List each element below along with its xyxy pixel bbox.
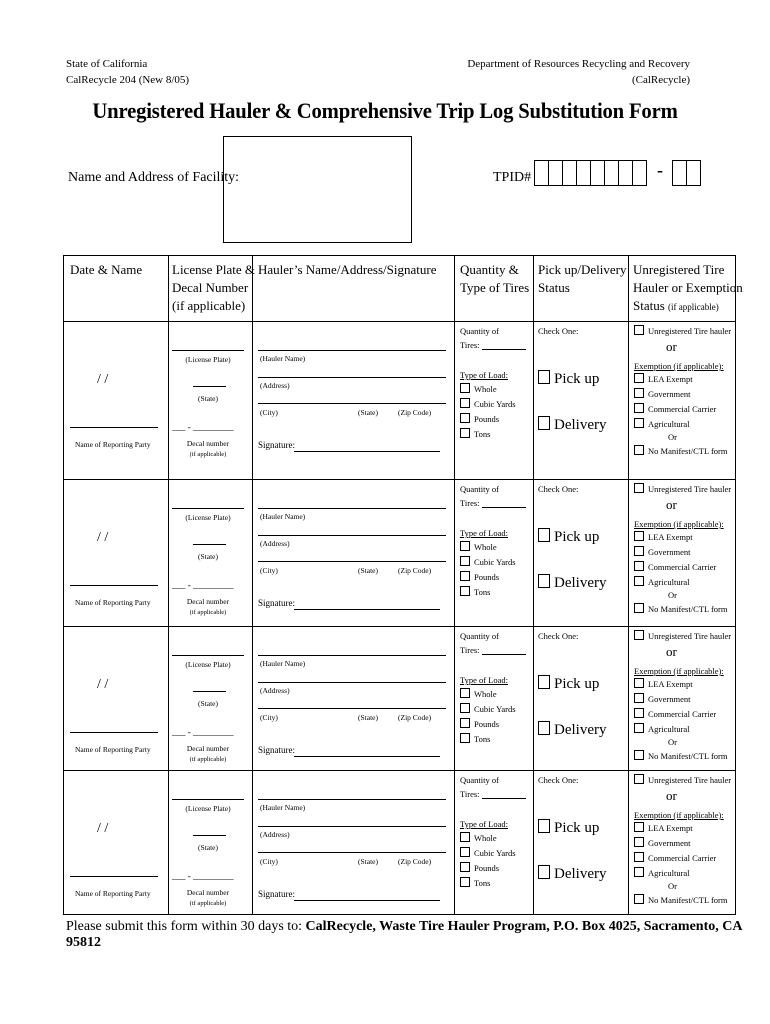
- hauler-name-input[interactable]: [258, 789, 446, 801]
- pounds-checkbox[interactable]: [460, 862, 470, 872]
- reporting-party-input[interactable]: [70, 577, 158, 589]
- delivery-checkbox[interactable]: [538, 574, 550, 588]
- pounds-option[interactable]: [460, 571, 499, 582]
- check-one-label: Check One:: [538, 484, 579, 494]
- pickup-label: Pick up: [554, 676, 600, 692]
- signature-label: Signature:: [258, 889, 295, 899]
- tons-checkbox[interactable]: [460, 428, 470, 438]
- state-label: (State): [198, 843, 218, 852]
- commercial-label: Commercial Carrier: [648, 853, 717, 863]
- address-label: (Address): [260, 539, 290, 548]
- unregistered-option[interactable]: [634, 325, 731, 336]
- pickup-option[interactable]: [538, 675, 599, 693]
- agricultural-option[interactable]: [634, 723, 690, 734]
- footer-prefix: Please submit this form within 30 days to:: [66, 919, 303, 934]
- lea-label: LEA Exempt: [648, 374, 693, 384]
- submission-instructions: [66, 919, 770, 951]
- decal-if-applicable: (if applicable): [189, 756, 227, 763]
- hauler-name-label: (Hauler Name): [260, 659, 306, 668]
- pounds-option[interactable]: [460, 413, 499, 424]
- delivery-label: Delivery: [554, 417, 607, 433]
- footer-address: CalRecycle, Waste Tire Hauler Program, P.O. Box 4025, Sacramento, CA 95812: [66, 919, 742, 950]
- license-plate-label: (License Plate): [185, 513, 231, 522]
- whole-option[interactable]: [460, 383, 497, 394]
- commercial-checkbox[interactable]: [634, 708, 644, 718]
- lea-checkbox[interactable]: [634, 822, 644, 832]
- reporting-party-label: Name of Reporting Party: [75, 598, 151, 607]
- tons-label: Tons: [474, 734, 491, 744]
- date-field[interactable]: / /: [97, 677, 109, 692]
- license-plate-label: (License Plate): [185, 660, 231, 669]
- address-input[interactable]: [258, 390, 446, 402]
- government-option[interactable]: [634, 693, 691, 704]
- decal-number-label: Decal number: [186, 744, 230, 753]
- col-pickup-line2: Status: [538, 280, 570, 295]
- delivery-label: Delivery: [554, 866, 607, 882]
- tire-quantity-input[interactable]: [482, 787, 526, 799]
- government-checkbox[interactable]: [634, 388, 644, 398]
- whole-option[interactable]: [460, 832, 497, 843]
- commercial-label: Commercial Carrier: [648, 709, 717, 719]
- quantity-of-label: Quantity of: [460, 631, 499, 641]
- agricultural-option[interactable]: [634, 418, 690, 429]
- cubic-yards-option[interactable]: [460, 398, 516, 409]
- state-small-label: (State): [358, 713, 378, 722]
- agricultural-option[interactable]: [634, 867, 690, 878]
- or2-label: Or: [668, 590, 677, 600]
- agricultural-label: Agricultural: [648, 419, 690, 429]
- government-label: Government: [648, 389, 691, 399]
- signature-label: Signature:: [258, 745, 295, 755]
- cubic-yards-checkbox[interactable]: [460, 398, 470, 408]
- lea-label: LEA Exempt: [648, 532, 693, 542]
- tpid-input[interactable]: [534, 160, 647, 186]
- page-title: Unregistered Hauler & Comprehensive Trip Log Substitution Form: [92, 98, 678, 123]
- whole-label: Whole: [474, 542, 497, 552]
- signature-input[interactable]: [294, 438, 440, 451]
- hauler-name-label: (Hauler Name): [260, 512, 306, 521]
- or2-label: Or: [668, 737, 677, 747]
- exemption-label: Exemption (if applicable):: [634, 666, 724, 676]
- pickup-checkbox[interactable]: [538, 370, 550, 384]
- state-label: (State): [198, 699, 218, 708]
- delivery-option[interactable]: [538, 721, 606, 739]
- pickup-checkbox[interactable]: [538, 675, 550, 689]
- hauler-name-input[interactable]: [258, 645, 446, 657]
- or-label: or: [666, 339, 677, 354]
- whole-option[interactable]: [460, 541, 497, 552]
- form-number: CalRecycle 204 (New 8/05): [66, 74, 190, 86]
- pounds-option[interactable]: [460, 718, 499, 729]
- no-manifest-checkbox[interactable]: [634, 750, 644, 760]
- city-label: (City): [260, 408, 278, 417]
- cubic-yards-label: Cubic Yards: [474, 848, 516, 858]
- no-manifest-option[interactable]: [634, 603, 727, 614]
- lea-label: LEA Exempt: [648, 823, 693, 833]
- commercial-label: Commercial Carrier: [648, 562, 717, 572]
- delivery-option[interactable]: [538, 574, 606, 592]
- or2-label: Or: [668, 881, 677, 891]
- tires-label: Tires:: [460, 645, 480, 655]
- exemption-label: Exemption (if applicable):: [634, 361, 724, 371]
- license-plate-label: (License Plate): [185, 355, 231, 364]
- license-plate-input[interactable]: [172, 789, 244, 801]
- cubic-yards-label: Cubic Yards: [474, 557, 516, 567]
- tons-option[interactable]: [460, 586, 490, 597]
- state-label: (State): [198, 394, 218, 403]
- lea-checkbox[interactable]: [634, 531, 644, 541]
- tons-label: Tons: [474, 587, 491, 597]
- col-license-line3: (if applicable): [172, 298, 246, 313]
- address-input[interactable]: [258, 839, 446, 851]
- lea-checkbox[interactable]: [634, 678, 644, 688]
- no-manifest-option[interactable]: [634, 445, 727, 456]
- state-label: (State): [198, 552, 218, 561]
- state-input[interactable]: [193, 681, 226, 693]
- pounds-label: Pounds: [474, 719, 500, 729]
- commercial-option[interactable]: [634, 708, 716, 719]
- delivery-label: Delivery: [554, 575, 607, 591]
- reporting-party-label: Name of Reporting Party: [75, 889, 151, 898]
- tons-option[interactable]: [460, 877, 490, 888]
- pounds-checkbox[interactable]: [460, 413, 470, 423]
- tons-checkbox[interactable]: [460, 586, 470, 596]
- commercial-checkbox[interactable]: [634, 852, 644, 862]
- quantity-of-label: Quantity of: [460, 326, 499, 336]
- date-field[interactable]: / /: [97, 372, 109, 387]
- cubic-yards-checkbox[interactable]: [460, 847, 470, 857]
- state-small-label: (State): [358, 566, 378, 575]
- pounds-checkbox[interactable]: [460, 718, 470, 728]
- col-unreg-line3: Status: [633, 298, 665, 313]
- cubic-yards-checkbox[interactable]: [460, 703, 470, 713]
- whole-checkbox[interactable]: [460, 688, 470, 698]
- tons-option[interactable]: [460, 428, 490, 439]
- decal-input[interactable]: ___ - _________: [172, 422, 234, 432]
- no-manifest-checkbox[interactable]: [634, 445, 644, 455]
- lea-option[interactable]: [634, 822, 693, 833]
- lea-option[interactable]: [634, 531, 693, 542]
- government-checkbox[interactable]: [634, 546, 644, 556]
- decal-number-label: Decal number: [186, 439, 230, 448]
- decal-if-applicable: (if applicable): [189, 609, 227, 616]
- pickup-checkbox[interactable]: [538, 528, 550, 542]
- reporting-party-input[interactable]: [70, 724, 158, 736]
- col-pickup: [538, 261, 626, 297]
- quantity-of-label: Quantity of: [460, 775, 499, 785]
- cubic-yards-checkbox[interactable]: [460, 556, 470, 566]
- reporting-party-input[interactable]: [70, 419, 158, 431]
- col-unreg-line2: Hauler or Exemption: [633, 280, 743, 295]
- tons-checkbox[interactable]: [460, 877, 470, 887]
- commercial-option[interactable]: [634, 852, 716, 863]
- agricultural-checkbox[interactable]: [634, 418, 644, 428]
- decal-input[interactable]: ___ - _________: [172, 871, 234, 881]
- tpid-dash: -: [657, 160, 663, 180]
- or-label: or: [666, 644, 677, 659]
- signature-input[interactable]: [294, 887, 440, 900]
- agricultural-label: Agricultural: [648, 577, 690, 587]
- agricultural-checkbox[interactable]: [634, 723, 644, 733]
- no-manifest-option[interactable]: [634, 894, 727, 905]
- col-unregistered: [633, 261, 743, 316]
- state-small-label: (State): [358, 857, 378, 866]
- commercial-checkbox[interactable]: [634, 403, 644, 413]
- hauler-name-input[interactable]: [258, 498, 446, 510]
- department-label: Department of Resources Recycling and Recovery: [467, 58, 690, 70]
- pickup-label: Pick up: [554, 820, 600, 836]
- signature-label: Signature:: [258, 598, 295, 608]
- tons-label: Tons: [474, 429, 491, 439]
- government-option[interactable]: [634, 546, 691, 557]
- check-one-label: Check One:: [538, 631, 579, 641]
- zip-label: (Zip Code): [398, 713, 432, 722]
- tire-quantity-input[interactable]: [482, 338, 526, 350]
- exemption-label: Exemption (if applicable):: [634, 519, 724, 529]
- col-quantity: [460, 261, 529, 297]
- date-field[interactable]: / /: [97, 530, 109, 545]
- no-manifest-label: No Manifest/CTL form: [648, 446, 728, 456]
- delivery-checkbox[interactable]: [538, 416, 550, 430]
- exemption-label: Exemption (if applicable):: [634, 810, 724, 820]
- reporting-party-input[interactable]: [70, 868, 158, 880]
- decal-number-label: Decal number: [186, 597, 230, 606]
- zip-label: (Zip Code): [398, 857, 432, 866]
- city-label: (City): [260, 566, 278, 575]
- header-right: [467, 56, 690, 88]
- or2-label: Or: [668, 432, 677, 442]
- pickup-label: Pick up: [554, 529, 600, 545]
- whole-label: Whole: [474, 689, 497, 699]
- delivery-option[interactable]: [538, 416, 606, 434]
- whole-label: Whole: [474, 833, 497, 843]
- decal-if-applicable: (if applicable): [189, 451, 227, 458]
- pickup-option[interactable]: [538, 528, 599, 546]
- cubic-yards-label: Cubic Yards: [474, 399, 516, 409]
- unregistered-checkbox[interactable]: [634, 483, 644, 493]
- lea-option[interactable]: [634, 373, 693, 384]
- facility-label: Name and Address of Facility:: [68, 170, 240, 185]
- cubic-yards-label: Cubic Yards: [474, 704, 516, 714]
- address-input[interactable]: [258, 548, 446, 560]
- agricultural-label: Agricultural: [648, 868, 690, 878]
- decal-if-applicable: (if applicable): [189, 900, 227, 907]
- government-checkbox[interactable]: [634, 837, 644, 847]
- pounds-label: Pounds: [474, 414, 500, 424]
- zip-label: (Zip Code): [398, 566, 432, 575]
- government-option[interactable]: [634, 388, 691, 399]
- pickup-option[interactable]: [538, 370, 599, 388]
- zip-label: (Zip Code): [398, 408, 432, 417]
- address-label: (Address): [260, 686, 290, 695]
- pounds-option[interactable]: [460, 862, 499, 873]
- delivery-checkbox[interactable]: [538, 721, 550, 735]
- no-manifest-checkbox[interactable]: [634, 894, 644, 904]
- state-label: State of California: [66, 58, 148, 70]
- tpid-label: TPID#: [493, 170, 532, 185]
- state-input[interactable]: [193, 534, 226, 546]
- address-label: (Address): [260, 830, 290, 839]
- signature-input[interactable]: [294, 743, 440, 756]
- type-of-load-label: Type of Load:: [460, 528, 509, 538]
- unregistered-option[interactable]: [634, 630, 731, 641]
- unregistered-label: Unregistered Tire hauler: [648, 484, 732, 494]
- license-plate-input[interactable]: [172, 498, 244, 510]
- agricultural-checkbox[interactable]: [634, 576, 644, 586]
- or-label: or: [666, 497, 677, 512]
- unregistered-label: Unregistered Tire hauler: [648, 775, 732, 785]
- tire-quantity-input[interactable]: [482, 496, 526, 508]
- pickup-checkbox[interactable]: [538, 819, 550, 833]
- col-pickup-line1: Pick up/Delivery: [538, 262, 627, 277]
- department-short: (CalRecycle): [631, 74, 690, 86]
- state-input[interactable]: [193, 376, 226, 388]
- tires-label: Tires:: [460, 789, 480, 799]
- unregistered-checkbox[interactable]: [634, 774, 644, 784]
- whole-checkbox[interactable]: [460, 383, 470, 393]
- government-label: Government: [648, 547, 691, 557]
- government-option[interactable]: [634, 837, 691, 848]
- decal-input[interactable]: ___ - _________: [172, 727, 234, 737]
- whole-option[interactable]: [460, 688, 497, 699]
- pounds-checkbox[interactable]: [460, 571, 470, 581]
- col-quantity-line1: Quantity &: [460, 262, 519, 277]
- commercial-option[interactable]: [634, 561, 716, 572]
- government-checkbox[interactable]: [634, 693, 644, 703]
- license-plate-label: (License Plate): [185, 804, 231, 813]
- reporting-party-label: Name of Reporting Party: [75, 440, 151, 449]
- government-label: Government: [648, 694, 691, 704]
- commercial-label: Commercial Carrier: [648, 404, 717, 414]
- tire-quantity-input[interactable]: [482, 643, 526, 655]
- type-of-load-label: Type of Load:: [460, 370, 509, 380]
- agricultural-label: Agricultural: [648, 724, 690, 734]
- col-unreg-line3b: (if applicable): [668, 302, 719, 312]
- delivery-checkbox[interactable]: [538, 865, 550, 879]
- state-small-label: (State): [358, 408, 378, 417]
- col-hauler: Hauler’s Name/Address/Signature: [258, 262, 437, 277]
- check-one-label: Check One:: [538, 326, 579, 336]
- address-input[interactable]: [258, 695, 446, 707]
- col-license: [172, 261, 255, 315]
- cubic-yards-option[interactable]: [460, 703, 516, 714]
- pounds-label: Pounds: [474, 572, 500, 582]
- type-of-load-label: Type of Load:: [460, 675, 509, 685]
- hauler-name-label: (Hauler Name): [260, 354, 306, 363]
- signature-input[interactable]: [294, 596, 440, 609]
- no-manifest-label: No Manifest/CTL form: [648, 895, 728, 905]
- unregistered-label: Unregistered Tire hauler: [648, 631, 732, 641]
- no-manifest-option[interactable]: [634, 750, 727, 761]
- col-date-name: Date & Name: [70, 262, 143, 277]
- decal-input[interactable]: ___ - _________: [172, 580, 234, 590]
- tons-label: Tons: [474, 878, 491, 888]
- pickup-option[interactable]: [538, 819, 599, 837]
- check-one-label: Check One:: [538, 775, 579, 785]
- pickup-label: Pick up: [554, 371, 600, 387]
- cubic-yards-option[interactable]: [460, 556, 516, 567]
- hauler-name-label: (Hauler Name): [260, 803, 306, 812]
- whole-checkbox[interactable]: [460, 832, 470, 842]
- unregistered-option[interactable]: [634, 483, 731, 494]
- decal-number-label: Decal number: [186, 888, 230, 897]
- lea-label: LEA Exempt: [648, 679, 693, 689]
- unregistered-checkbox[interactable]: [634, 630, 644, 640]
- reporting-party-label: Name of Reporting Party: [75, 745, 151, 754]
- lea-option[interactable]: [634, 678, 693, 689]
- unregistered-option[interactable]: [634, 774, 731, 785]
- or-label: or: [666, 788, 677, 803]
- address-label: (Address): [260, 381, 290, 390]
- col-license-line2: Decal Number: [172, 280, 249, 295]
- col-quantity-line2: Type of Tires: [460, 280, 530, 295]
- commercial-option[interactable]: [634, 403, 716, 414]
- facility-input[interactable]: [223, 136, 412, 243]
- tons-option[interactable]: [460, 733, 490, 744]
- no-manifest-label: No Manifest/CTL form: [648, 604, 728, 614]
- state-input[interactable]: [193, 825, 226, 837]
- cubic-yards-option[interactable]: [460, 847, 516, 858]
- license-plate-input[interactable]: [172, 645, 244, 657]
- quantity-of-label: Quantity of: [460, 484, 499, 494]
- header-left: [66, 56, 189, 88]
- agricultural-checkbox[interactable]: [634, 867, 644, 877]
- unregistered-checkbox[interactable]: [634, 325, 644, 335]
- agricultural-option[interactable]: [634, 576, 690, 587]
- date-field[interactable]: / /: [97, 821, 109, 836]
- col-unreg-line1: Unregistered Tire: [633, 262, 725, 277]
- lea-checkbox[interactable]: [634, 373, 644, 383]
- delivery-option[interactable]: [538, 865, 606, 883]
- whole-label: Whole: [474, 384, 497, 394]
- city-label: (City): [260, 713, 278, 722]
- no-manifest-label: No Manifest/CTL form: [648, 751, 728, 761]
- hauler-name-input[interactable]: [258, 340, 446, 352]
- city-label: (City): [260, 857, 278, 866]
- tires-label: Tires:: [460, 340, 480, 350]
- no-manifest-checkbox[interactable]: [634, 603, 644, 613]
- col-license-line1: License Plate &: [172, 262, 256, 277]
- unregistered-label: Unregistered Tire hauler: [648, 326, 732, 336]
- pounds-label: Pounds: [474, 863, 500, 873]
- tpid-suffix-input[interactable]: [672, 160, 701, 186]
- signature-label: Signature:: [258, 440, 295, 450]
- government-label: Government: [648, 838, 691, 848]
- commercial-checkbox[interactable]: [634, 561, 644, 571]
- tons-checkbox[interactable]: [460, 733, 470, 743]
- license-plate-input[interactable]: [172, 340, 244, 352]
- delivery-label: Delivery: [554, 722, 607, 738]
- type-of-load-label: Type of Load:: [460, 819, 509, 829]
- tires-label: Tires:: [460, 498, 480, 508]
- whole-checkbox[interactable]: [460, 541, 470, 551]
